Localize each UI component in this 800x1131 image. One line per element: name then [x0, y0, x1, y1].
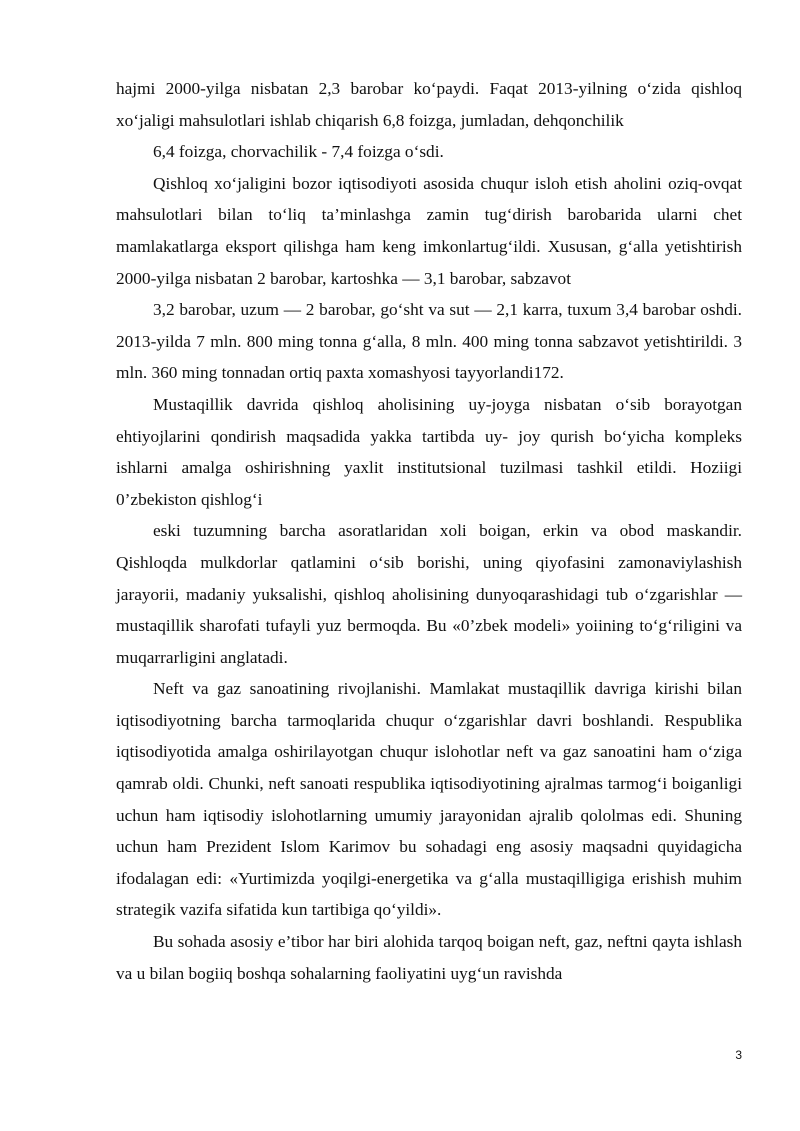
- page-number: 3: [735, 1048, 742, 1062]
- paragraph: Qishloq xo‘jaligini bozor iqtisodiyoti asosida chuqur isloh etish aholini oziq-ovqat mahsulotlari bilan to‘liq ta’minlashga zamin tug‘dirish barobarida ularni chet mamlakatlarga eksport qilishga ham keng imkonlartug‘ildi. Xususan, g‘alla yetishtirish 2000-yilga nisbatan 2 barobar, kartoshka — 3,1 barobar, sabzavot: [116, 173, 742, 288]
- paragraph: 3,2 barobar, uzum — 2 barobar, go‘sht va sut — 2,1 karra, tuxum 3,4 barobar oshdi. 2013-yilda 7 mln. 800 ming tonna g‘alla, 8 mln. 400 ming tonna sabzavot yetishtirildi. 3 mln. 360 ming tonnadan ortiq paxta xomashyosi tayyorlandi172.: [116, 300, 742, 383]
- paragraph: 6,4 foizga, chorvachilik - 7,4 foizga o‘sdi.: [153, 142, 444, 162]
- paragraph: eski tuzumning barcha asoratlaridan xoli boigan, erkin va obod maskandir. Qishloqda mulkdorlar qatlamini o‘sib borishi, uning qiyofasini zamonaviylashish jarayorii, madaniy yuksalishi, qishloq aholisining dunyoqarashidagi tub o‘zgarishlar — mustaqillik sharofati tufayli yuz bermoqda. Bu «0’zbek modeli» yoiining to‘g‘riligini va muqarrarligini anglatadi.: [116, 521, 742, 667]
- paragraph: Mustaqillik davrida qishloq aholisining uy-joyga nisbatan o‘sib borayotgan ehtiyojlarini qondirish maqsadida yakka tartibda uy- joy qurish bo‘yicha kompleks ishlarni amalga oshirishning yaxlit institutsional tuzilmasi tashkil etildi. Hoziigi 0’zbekiston qishlog‘i: [116, 394, 742, 509]
- paragraph: Bu sohada asosiy e’tibor har biri alohida tarqoq boigan neft, gaz, neftni qayta ishlash va u bilan bogiiq boshqa sohalarning faoliyatini uyg‘un ravishda: [116, 932, 742, 983]
- paragraph-continued: hajmi 2000-yilga nisbatan 2,3 barobar ko‘paydi. Faqat 2013-yilning o‘zida qishloq xo‘jaligi mahsulotlari ishlab chiqarish 6,8 foizga, jumladan, dehqonchilik: [116, 79, 742, 130]
- paragraph: Neft va gaz sanoatining rivojlanishi. Mamlakat mustaqillik davriga kirishi bilan iqtisodiyotning barcha tarmoqlarida chuqur o‘zgarishlar davri boshlandi. Respublika iqtisodiyotida amalga oshirilayotgan chuqur islohotlar neft va gaz sanoatini ham o‘ziga qamrab oldi. Chunki, neft sanoati respublika iqtisodiyotining ajralmas tarmog‘i boiganligi uchun ham iqtisodiy islohotlarning umumiy jarayonidan ajralib qololmas edi. Shuning uchun ham Prezident Islom Karimov bu sohadagi eng asosiy maqsadni quyidagicha ifodalagan edi: «Yurtimizda yoqilgi-energetika va g‘alla mustaqilligiga erishish muhim strategik vazifa sifatida kun tartibiga qo‘yildi».: [116, 679, 742, 920]
- body-text: [116, 73, 742, 989]
